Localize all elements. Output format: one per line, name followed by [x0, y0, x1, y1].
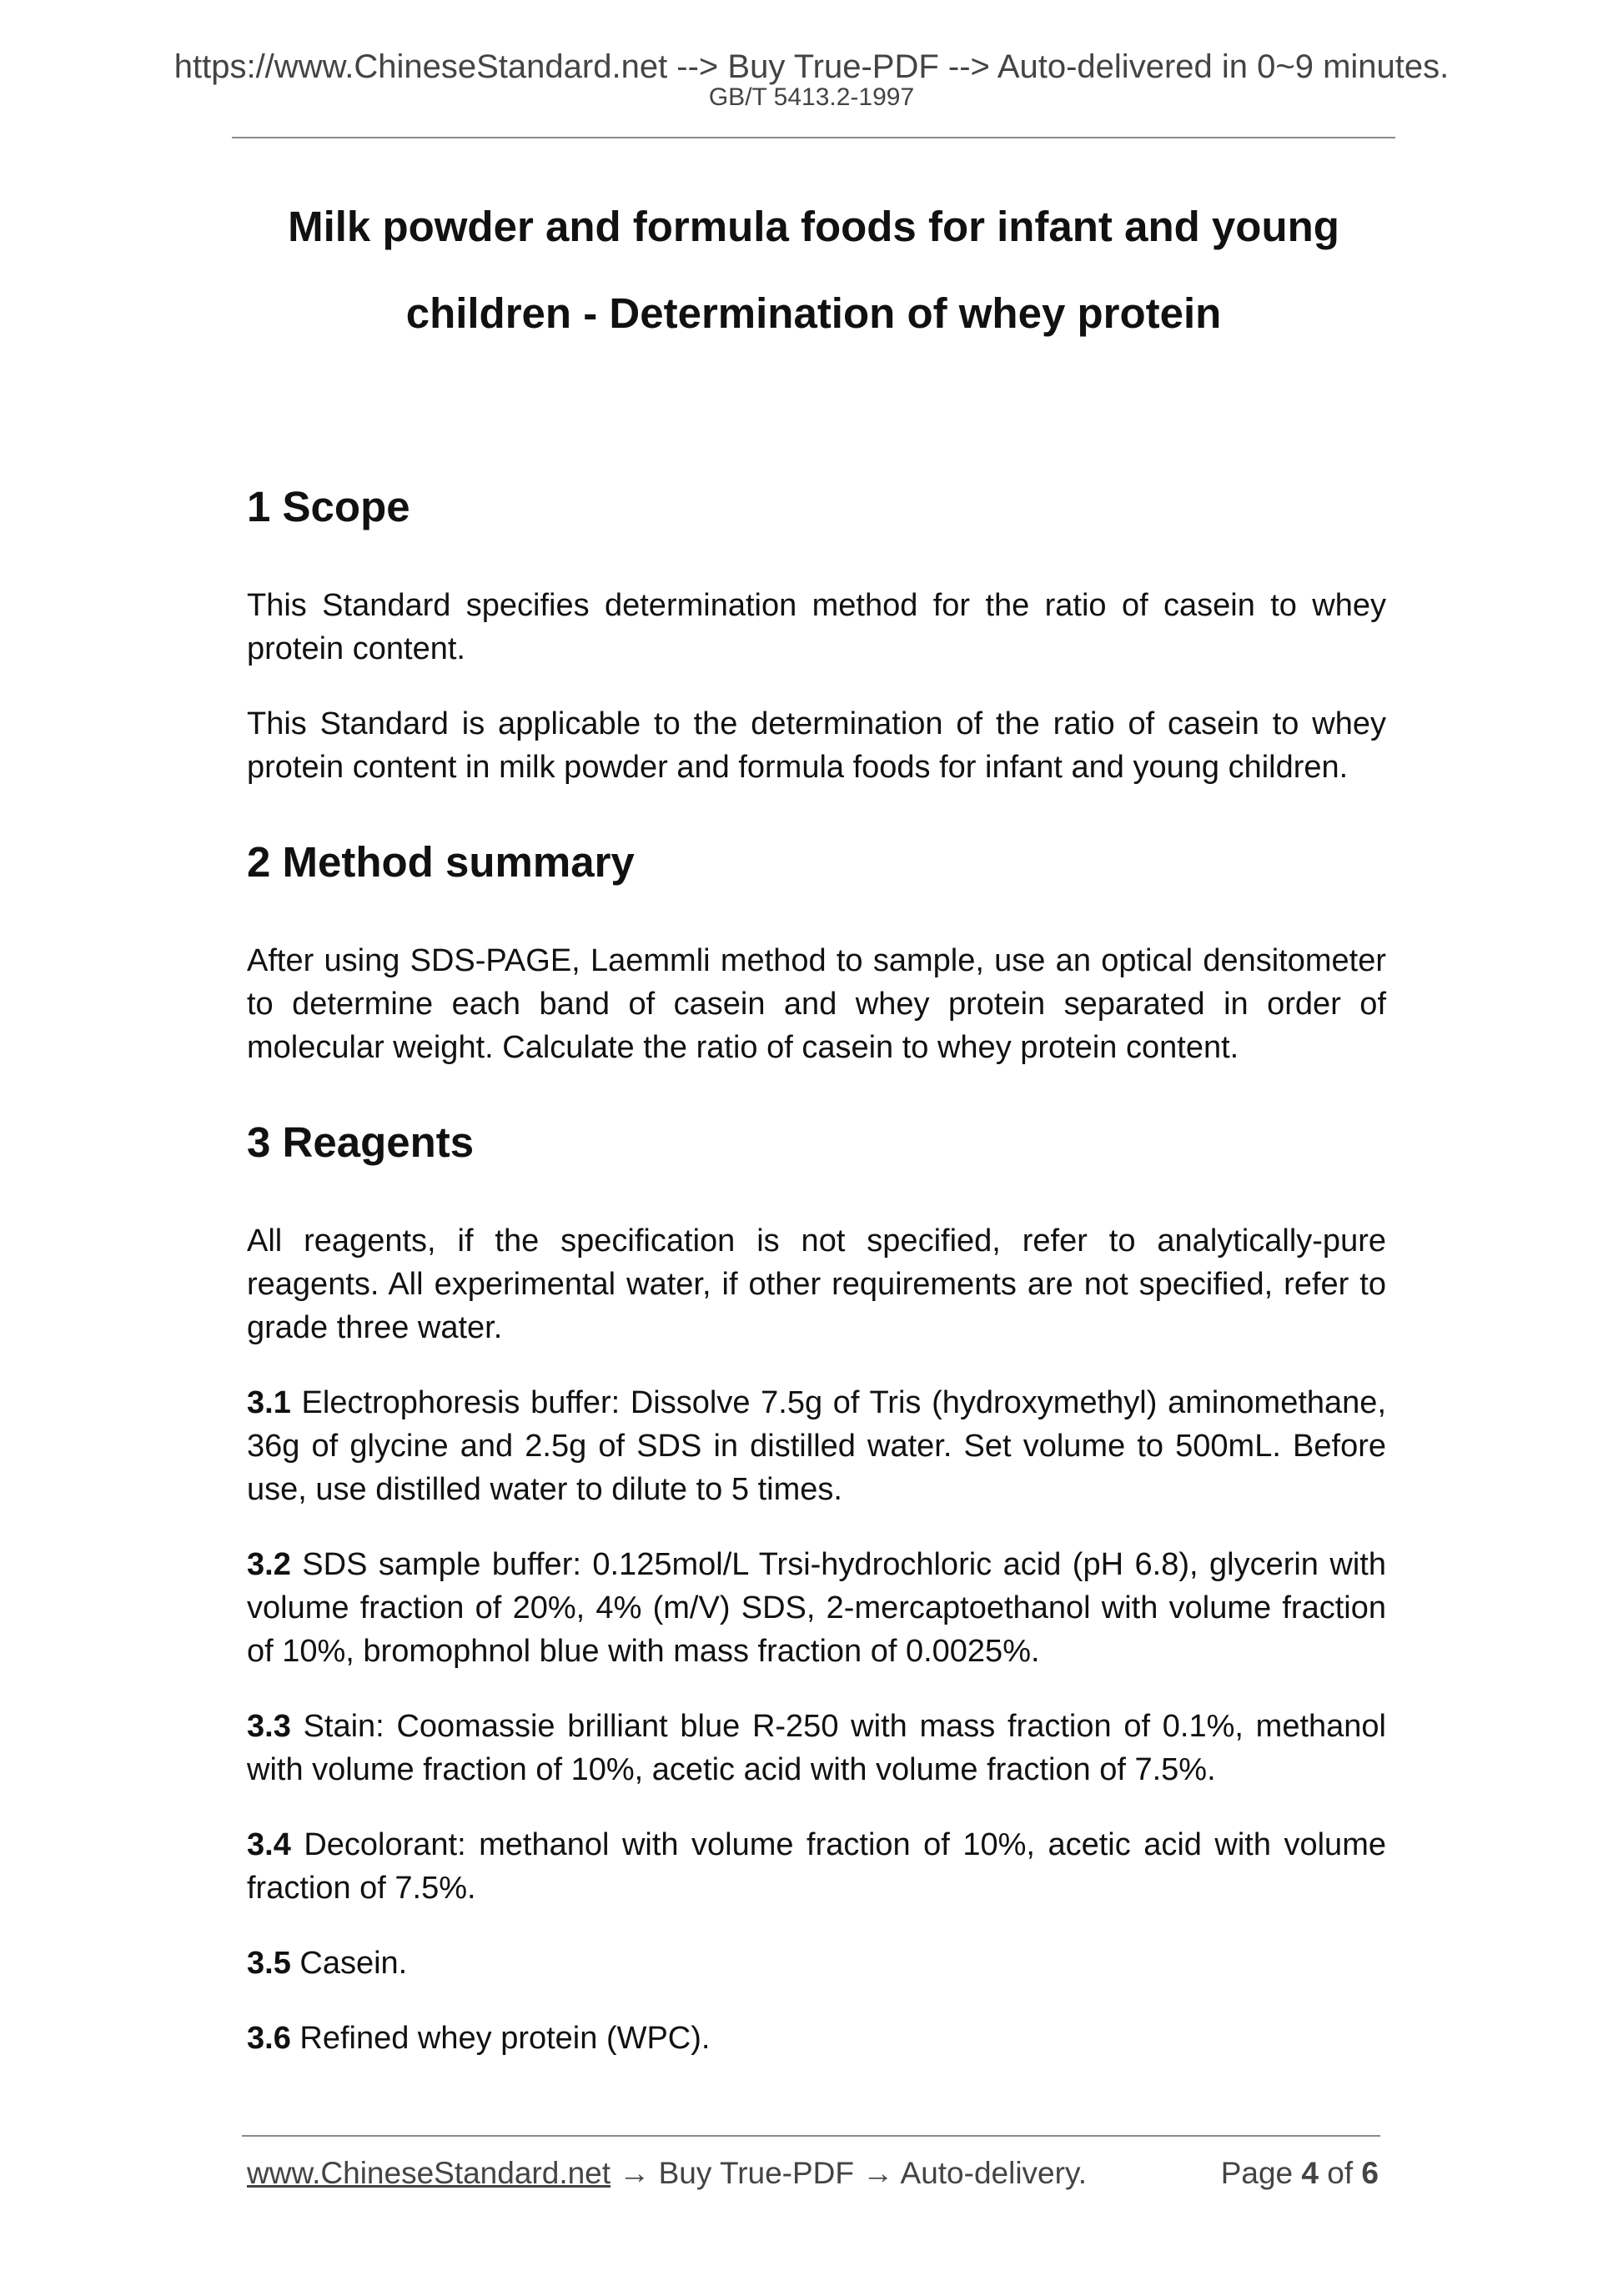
reagent-number: 3.1	[247, 1385, 291, 1420]
reagent-number: 3.4	[247, 1827, 291, 1862]
page-of: of	[1327, 2156, 1354, 2190]
reagent-number: 3.6	[247, 2021, 291, 2056]
reagent-number: 3.5	[247, 1946, 291, 1981]
section-heading-reagents: 3 Reagents	[247, 1118, 475, 1166]
method-summary-paragraph: After using SDS-PAGE, Laemmli method to sample, use an optical densitometer to determine each band of casein and whey protein separated in order of molecular weight. Calculate the ratio of casein to whey protein content.	[247, 943, 1386, 1065]
section-heading-method-summary: 2 Method summary	[247, 838, 635, 886]
reagent-text: Stain: Coomassie brilliant blue R-250 with mass fraction of 0.1%, methanol with volume fraction of 10%, acetic acid with volume fraction of 7.5%.	[247, 1709, 1386, 1787]
reagent-text: Electrophoresis buffer: Dissolve 7.5g of Tris (hydroxymethyl) aminomethane, 36g of glycine and 2.5g of SDS in distilled water. Set volume to 500mL. Before use, use distilled water to dilute to 5 times.	[247, 1385, 1386, 1507]
reagent-item-3-3	[247, 1705, 1386, 1791]
page-label: Page	[1220, 2156, 1294, 2190]
title-line-1: Milk powder and formula foods for infant and young	[288, 203, 1339, 250]
section-heading-scope: 1 Scope	[247, 483, 410, 530]
header-banner: https://www.ChineseStandard.net --> Buy True-PDF --> Auto-delivered in 0~9 minutes.	[173, 48, 1450, 85]
title-line-2: children - Determination of whey protein	[405, 289, 1222, 337]
reagent-number: 3.3	[247, 1709, 291, 1744]
document-title	[232, 183, 1395, 357]
reagent-text: Refined whey protein (WPC).	[299, 2021, 711, 2056]
footer-tagline-text: → Buy True-PDF → Auto-delivery.	[611, 2156, 1087, 2190]
reagent-item-3-2	[247, 1543, 1386, 1673]
reagent-number: 3.2	[247, 1547, 291, 1582]
scope-paragraph-1: This Standard specifies determination method for the ratio of casein to whey protein content.	[247, 588, 1386, 666]
reagent-text: SDS sample buffer: 0.125mol/L Trsi-hydrochloric acid (pH 6.8), glycerin with volume fraction of 20%, 4% (m/V) SDS, 2-mercaptoethanol with volume fraction of 10%, bromophnol blue with mass fraction of 0.0025%.	[247, 1547, 1386, 1669]
reagent-item-3-4	[247, 1823, 1386, 1910]
reagent-item-3-6	[247, 2017, 1386, 2060]
page-current: 4	[1301, 2156, 1319, 2190]
footer-site-link[interactable]: www.ChineseStandard.net	[247, 2156, 611, 2190]
reagent-item-3-1	[247, 1381, 1386, 1511]
reagents-intro-paragraph: All reagents, if the specification is not specified, refer to analytically-pure reagents. All experimental water, if other requirements are not specified, refer to grade three water.	[247, 1223, 1386, 1345]
footer-tagline	[247, 2155, 1087, 2192]
reagent-text: Decolorant: methanol with volume fraction of 10%, acetic acid with volume fraction of 7.5%.	[247, 1827, 1386, 1906]
reagent-item-3-5	[247, 1942, 1386, 1985]
standard-code: GB/T 5413.2-1997	[708, 83, 915, 111]
scope-paragraph-2: This Standard is applicable to the determination of the ratio of casein to whey protein content in milk powder and formula foods for infant and young children.	[247, 706, 1386, 785]
header-divider	[232, 137, 1395, 138]
footer-divider	[242, 2135, 1380, 2137]
reagent-text: Casein.	[299, 1946, 408, 1981]
page-total: 6	[1361, 2156, 1379, 2190]
page-indicator	[1221, 2155, 1379, 2192]
